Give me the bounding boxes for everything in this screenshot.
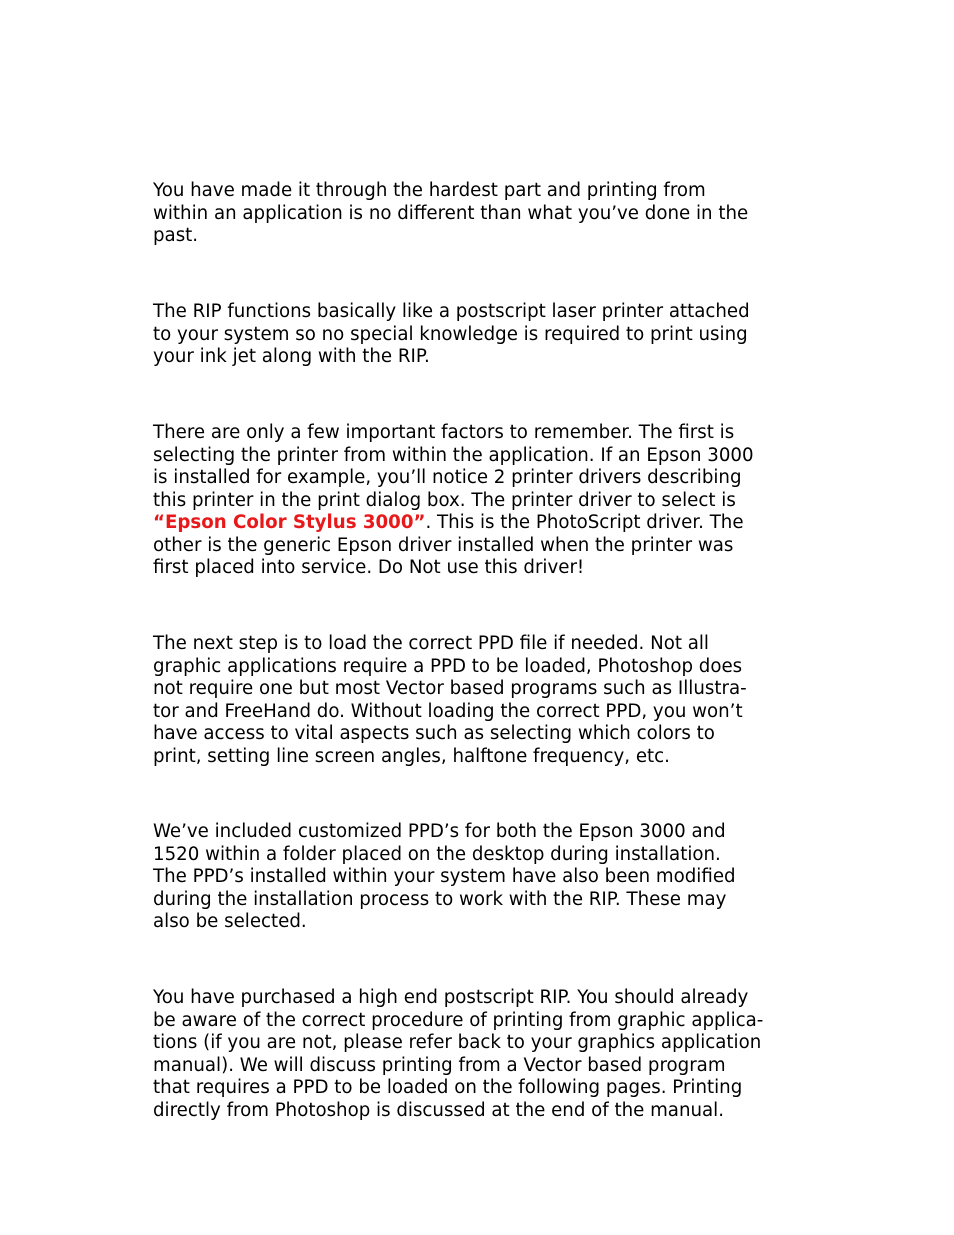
text-line: graphic applications require a PPD to be loaded, Photoshop does [153, 655, 743, 677]
driver-line-rest: . This is the PhotoScript driver. The [425, 512, 744, 533]
paragraph-rip-functions [153, 301, 803, 369]
driver-line [153, 512, 803, 535]
text-line: have access to vital aspects such as selecting which colors to [153, 723, 715, 744]
text-line: tions (if you are not, please refer back to your graphics application [153, 1032, 762, 1053]
text-line: The next step is to load the correct PPD file if needed. Not all [153, 633, 709, 654]
text-line: first placed into service. Do Not use this driver! [153, 557, 585, 578]
text-line: manual). We will discuss printing from a Vector based program [153, 1054, 726, 1076]
text-line: be aware of the correct procedure of printing from graphic applica- [153, 1009, 764, 1031]
text-line: You have made it through the hardest part and printing from [153, 180, 706, 201]
text-line: during the installation process to work with the RIP. These may [153, 888, 727, 910]
text-line: not require one but most Vector based programs such as Illustra- [153, 678, 747, 699]
text-line: to your system so no special knowledge is required to print using [153, 323, 748, 345]
text-line: There are only a few important factors to remember. The first is [153, 422, 735, 443]
text-line: tor and FreeHand do. Without loading the correct PPD, you won’t [153, 700, 743, 722]
paragraph-custom-ppds [153, 821, 803, 934]
text-line: You have purchased a high end postscript RIP. You should already [153, 987, 749, 1008]
text-line: 1520 within a folder placed on the desktop during installation. [153, 843, 721, 865]
text-line: directly from Photoshop is discussed at the end of the manual. [153, 1099, 724, 1121]
text-line: selecting the printer from within the application. If an Epson 3000 [153, 444, 754, 466]
text-line: The PPD’s installed within your system have also been modified [153, 866, 736, 887]
paragraph-printer-selection [153, 422, 803, 580]
paragraph-high-end-rip [153, 987, 803, 1122]
text-line: also be selected. [153, 911, 307, 932]
text-line: within an application is no different than what you’ve done in the [153, 202, 749, 224]
paragraph-intro [153, 180, 803, 248]
text-line: We’ve included customized PPD’s for both the Epson 3000 and [153, 821, 726, 842]
driver-name-highlight: “Epson Color Stylus 3000” [153, 512, 426, 533]
text-line: other is the generic Epson driver installed when the printer was [153, 534, 734, 556]
text-line: print, setting line screen angles, halftone frequency, etc. [153, 745, 670, 767]
paragraph-ppd-loading [153, 633, 803, 768]
text-line: your ink jet along with the RIP. [153, 346, 430, 367]
text-line: that requires a PPD to be loaded on the following pages. Printing [153, 1077, 743, 1098]
text-line: past. [153, 225, 199, 246]
text-line: this printer in the print dialog box. The printer driver to select is [153, 489, 736, 511]
text-line: The RIP functions basically like a postscript laser printer attached [153, 301, 750, 322]
text-line: is installed for example, you’ll notice 2 printer drivers describing [153, 467, 742, 488]
